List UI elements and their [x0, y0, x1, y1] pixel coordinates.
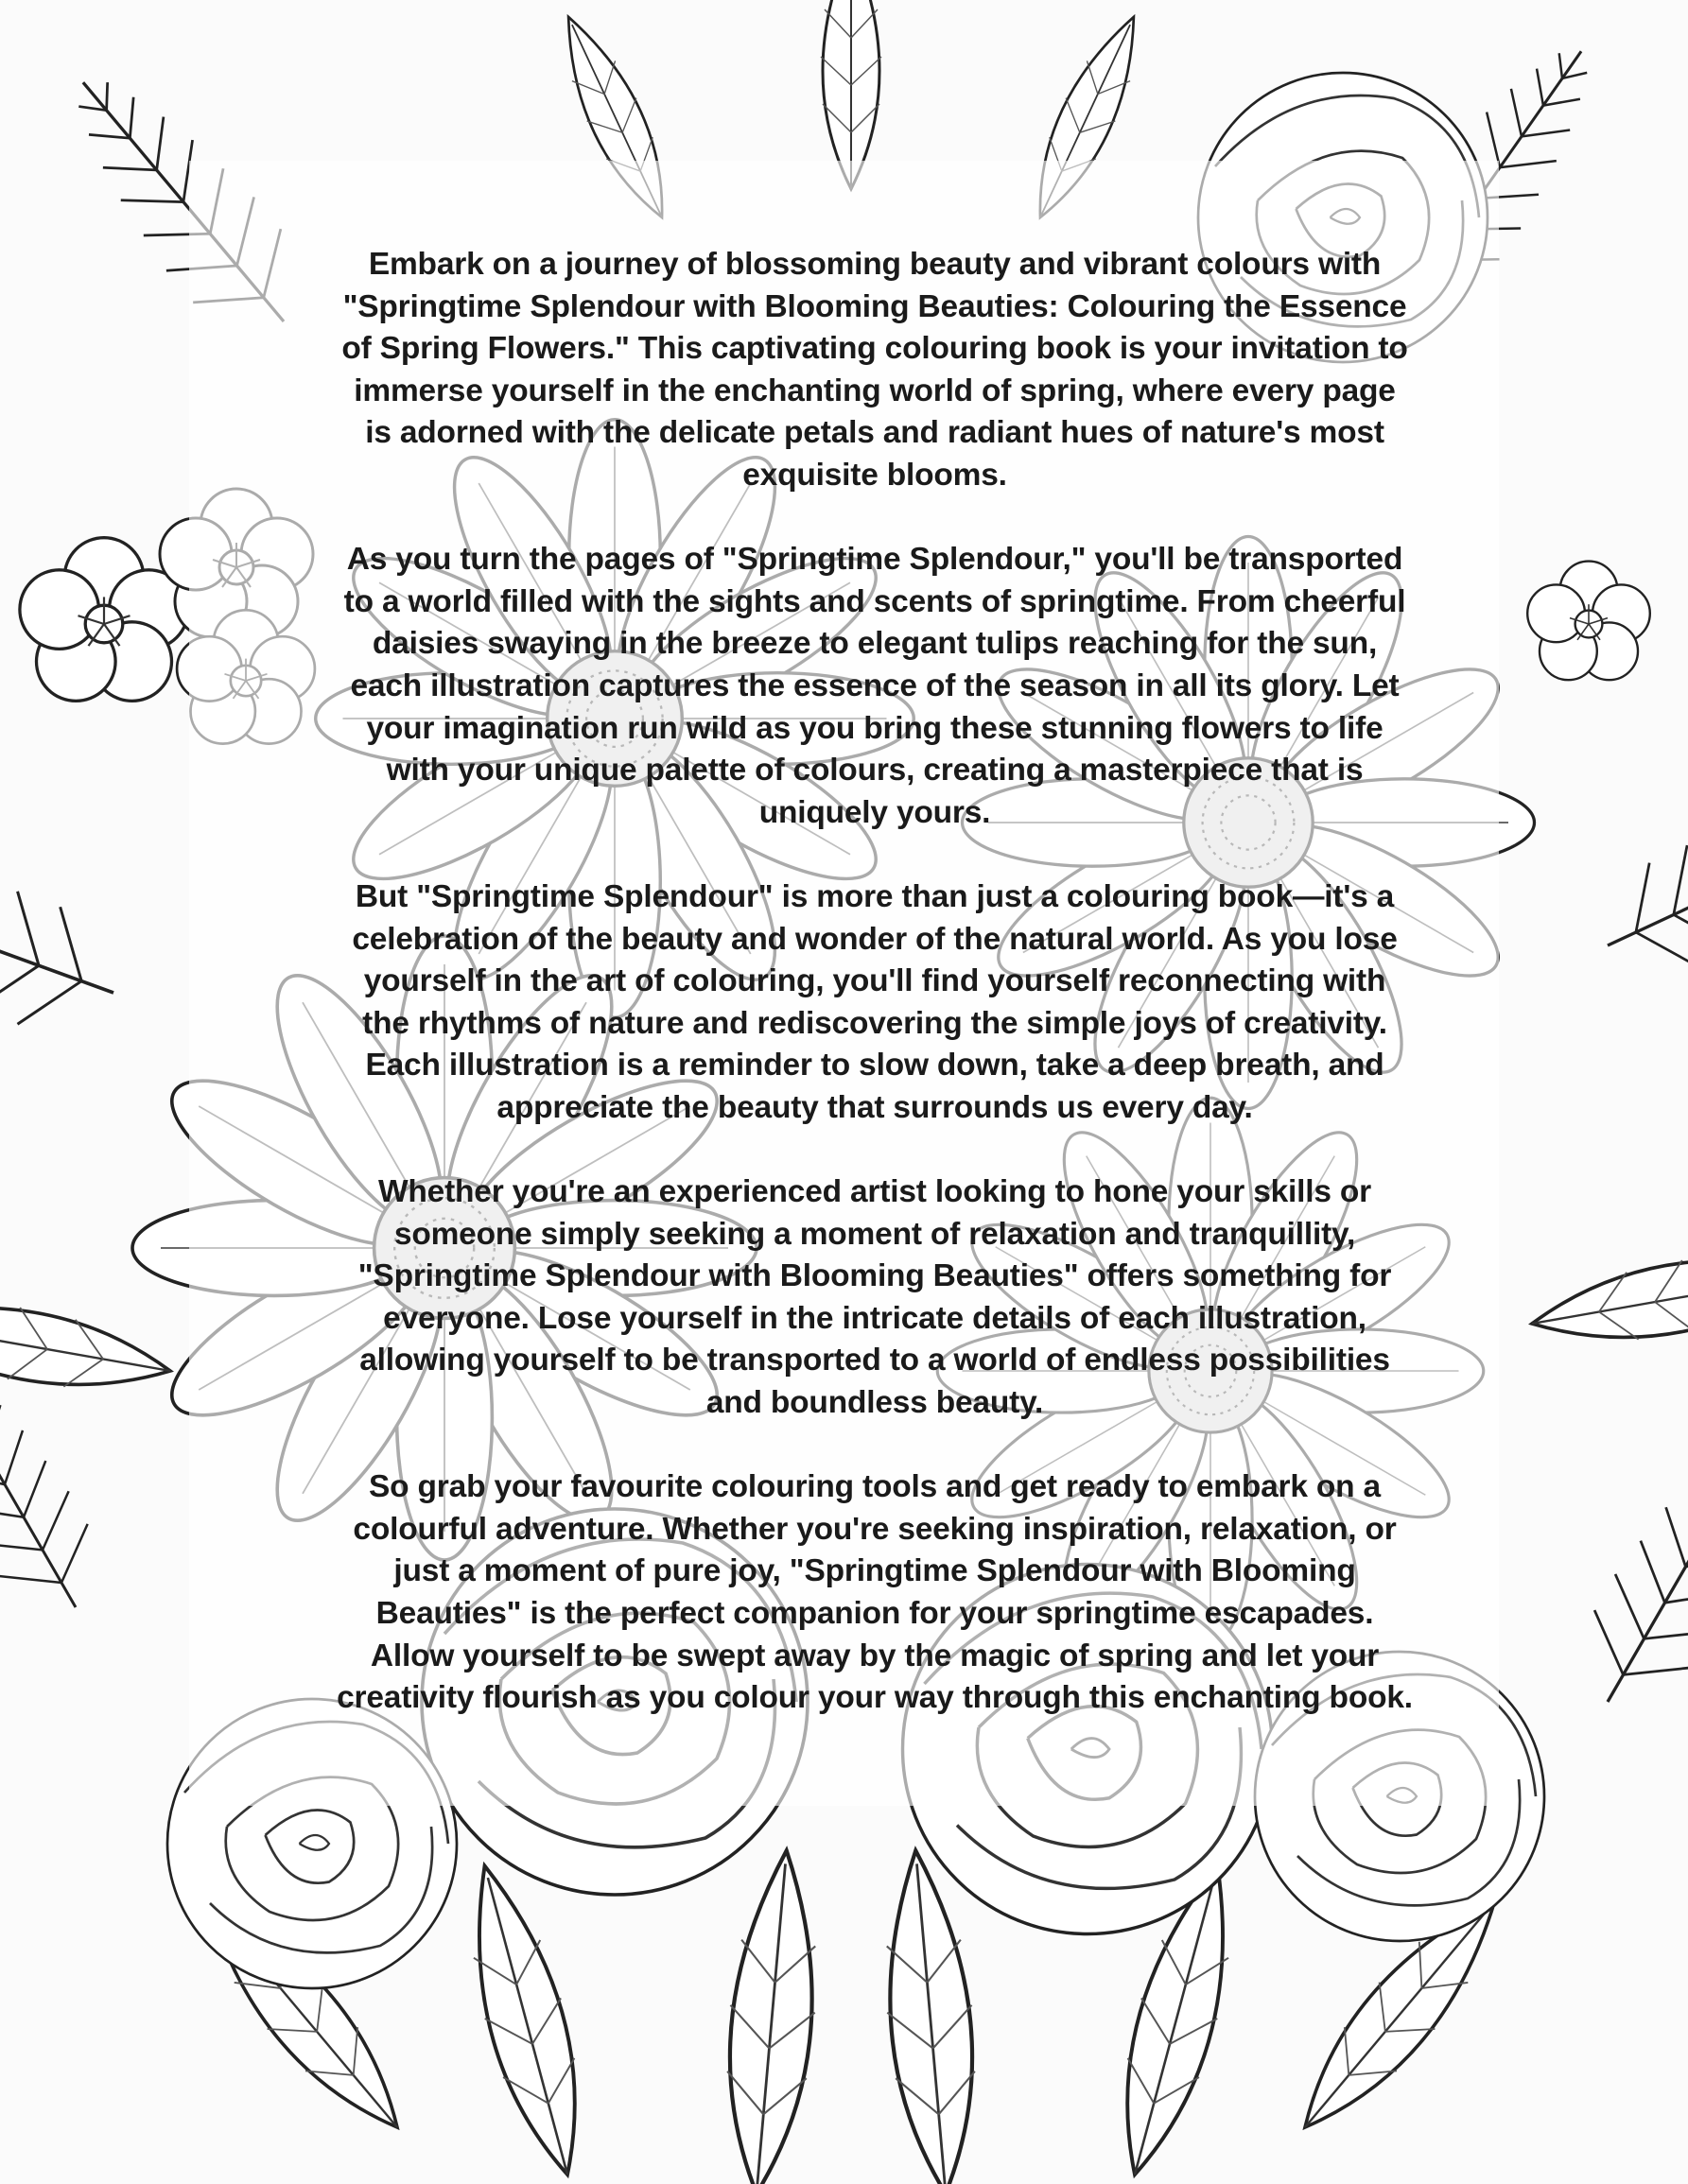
text-line: So grab your favourite colouring tools and get ready to embark on a: [369, 1469, 1381, 1505]
text-line: Each illustration is a reminder to slow down, take a deep breath, and: [365, 1048, 1384, 1083]
text-line: with your unique palette of colours, creating a masterpiece that is: [386, 753, 1364, 789]
text-line: As you turn the pages of "Springtime Splendour," you'll be transported: [346, 542, 1403, 578]
text-line: colourful adventure. Whether you're seeking inspiration, relaxation, or: [353, 1511, 1397, 1547]
text-line: everyone. Lose yourself in the intricate details of each illustration,: [383, 1300, 1366, 1336]
text-line: immerse yourself in the enchanting world of spring, where every page: [354, 373, 1396, 408]
text-line: yourself in the art of colouring, you'll find yourself reconnecting with: [363, 963, 1386, 999]
text-line: and boundless beauty.: [705, 1385, 1044, 1421]
text-line: Embark on a journey of blossoming beauty and vibrant colours with: [368, 247, 1382, 282]
description-paragraph-4: [284, 1171, 1466, 1425]
text-line: just a moment of pure joy, "Springtime Splendour with Blooming: [393, 1553, 1356, 1589]
text-line: your imagination run wild as you bring these stunning flowers to life: [366, 710, 1383, 746]
text-line: the rhythms of nature and rediscovering the simple joys of creativity.: [362, 1005, 1387, 1041]
text-line: Beauties" is the perfect companion for your springtime escapades.: [375, 1596, 1374, 1631]
text-line: Allow yourself to be swept away by the magic of spring and let your: [370, 1638, 1380, 1673]
text-line: But "Springtime Splendour" is more than just a colouring book—it's a: [355, 878, 1395, 914]
description-paragraph-2: [284, 539, 1466, 834]
text-line: of Spring Flowers." This captivating colouring book is your invitation to: [341, 331, 1408, 367]
text-line: allowing yourself to be transported to a world of endless possibilities: [359, 1343, 1390, 1378]
text-line: "Springtime Splendour with Blooming Beauties: Colouring the Essence: [342, 288, 1407, 324]
book-description: [284, 244, 1466, 1720]
text-line: "Springtime Splendour with Blooming Beauties" offers something for: [357, 1258, 1392, 1294]
text-line: daisies swaying in the breeze to elegant tulips reaching for the sun,: [372, 626, 1378, 662]
text-line: to a world filled with the sights and scents of springtime. From cheerful: [343, 583, 1406, 619]
text-line: creativity flourish as you colour your way through this enchanting book.: [337, 1680, 1413, 1716]
description-paragraph-5: [284, 1466, 1466, 1720]
description-paragraph-3: [284, 876, 1466, 1130]
text-line: is adorned with the delicate petals and radiant hues of nature's most: [365, 415, 1384, 451]
text-line: Whether you're an experienced artist looking to hone your skills or: [377, 1174, 1372, 1210]
text-line: appreciate the beauty that surrounds us every day.: [496, 1089, 1253, 1125]
text-line: each illustration captures the essence of the season in all its glory. Let: [350, 667, 1400, 703]
text-line: someone simply seeking a moment of relaxation and tranquillity,: [393, 1216, 1356, 1252]
text-line: exquisite blooms.: [742, 457, 1007, 493]
text-line: celebration of the beauty and wonder of the natural world. As you lose: [352, 921, 1398, 957]
description-paragraph-1: [284, 244, 1466, 497]
text-line: uniquely yours.: [758, 794, 991, 830]
